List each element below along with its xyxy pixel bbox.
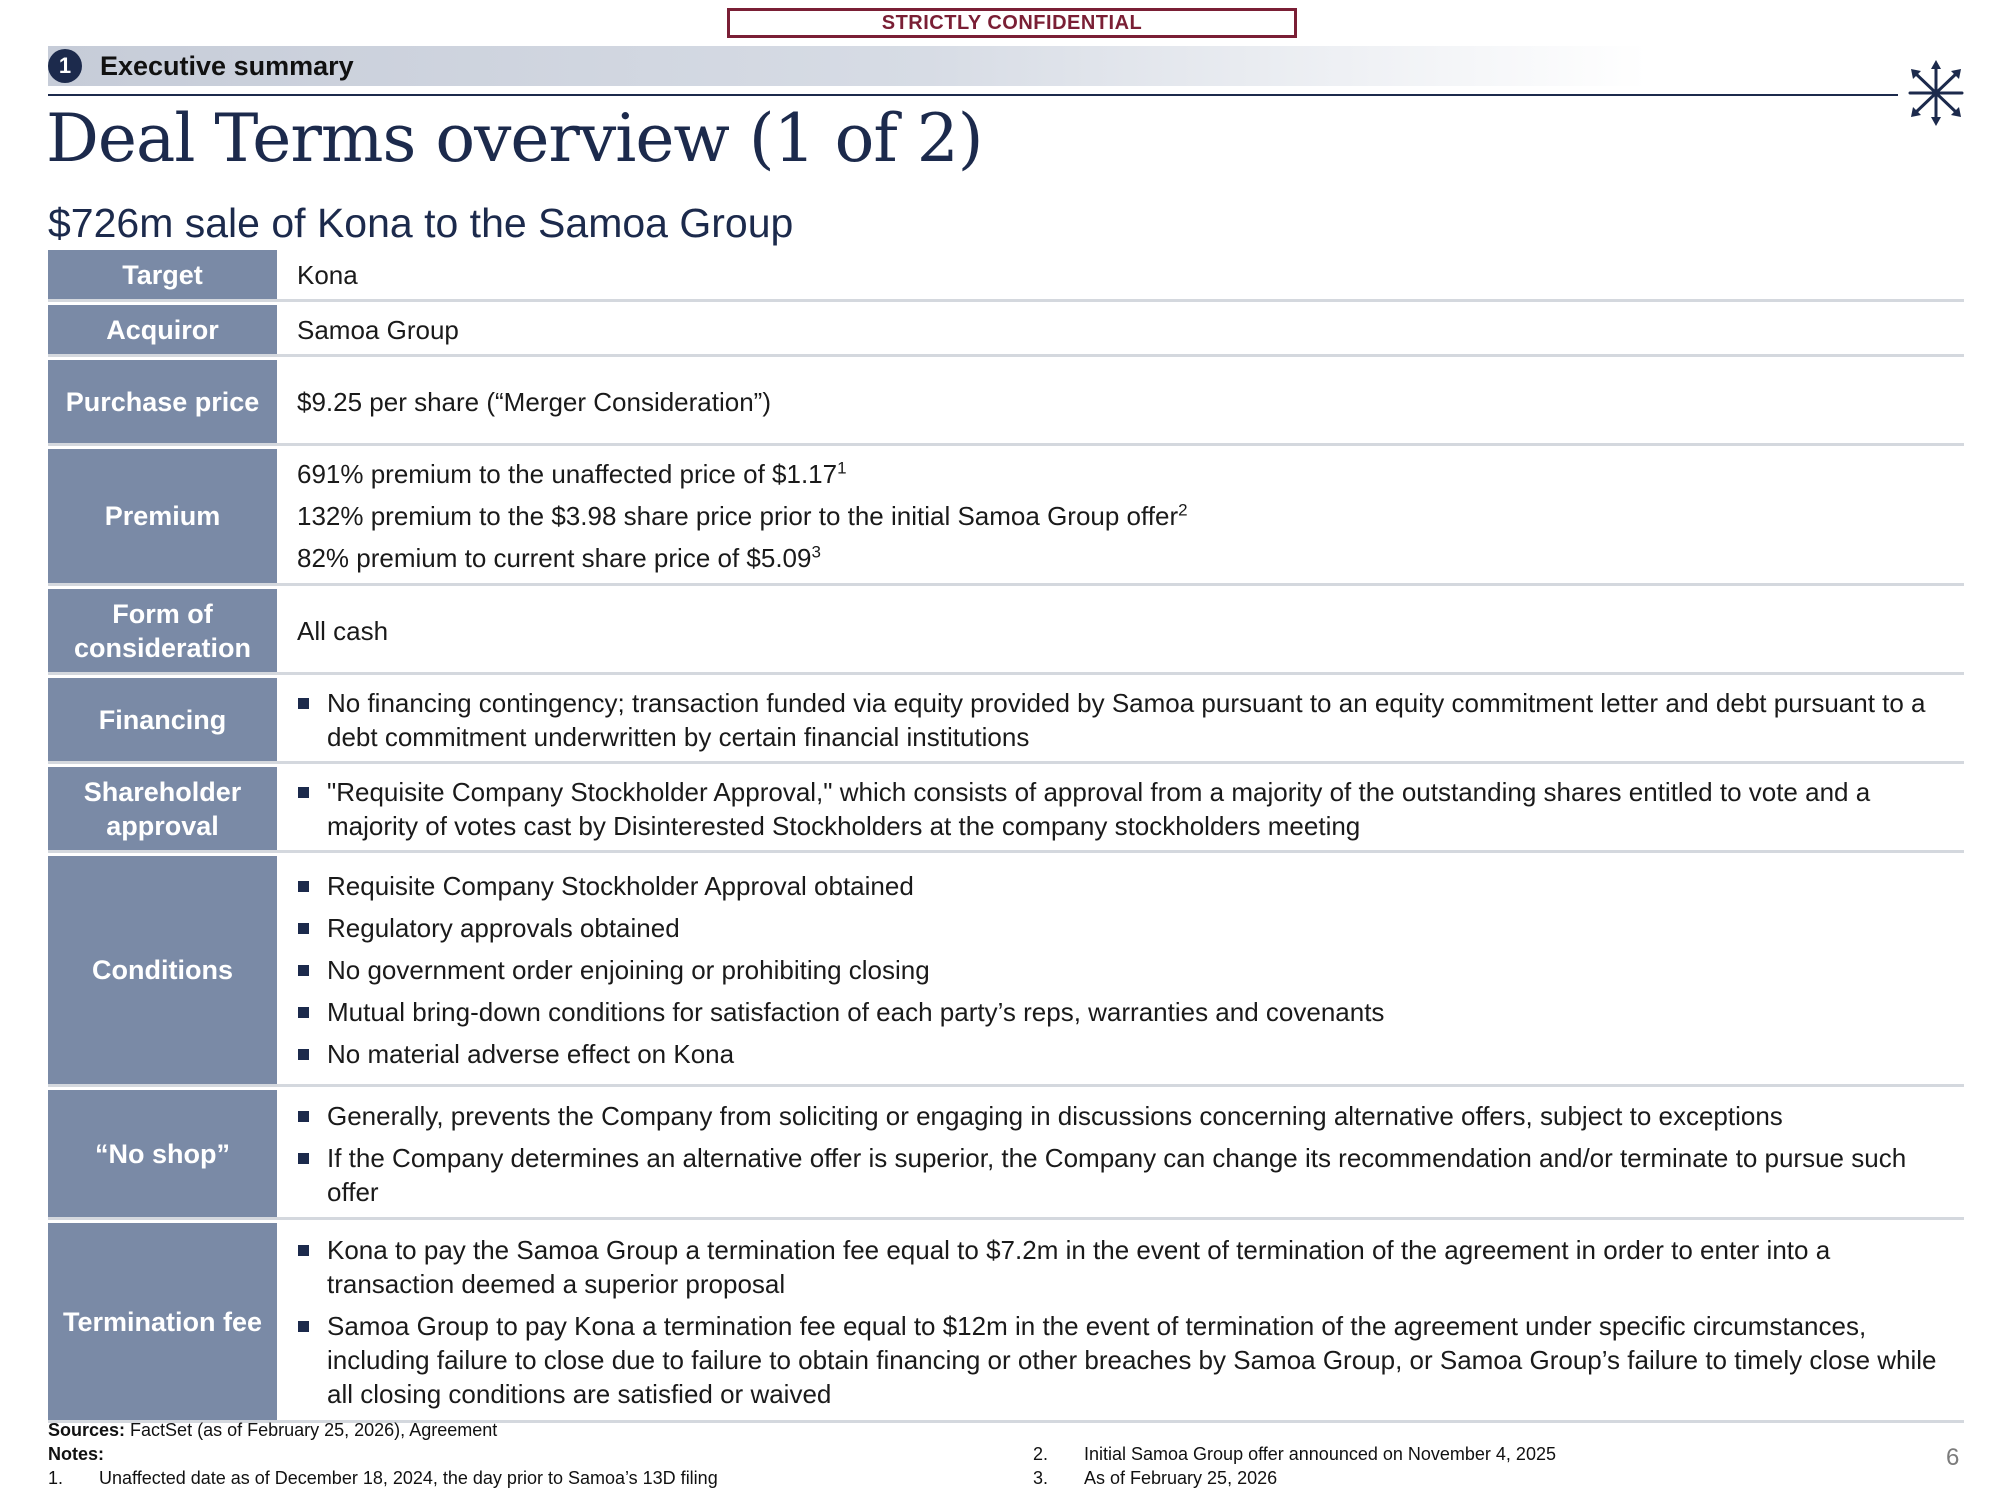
term-label: Conditions <box>48 856 277 1084</box>
bullet-square-icon <box>298 1007 309 1018</box>
bullet-item: No financing contingency; transaction funded via equity provided by Samoa pursuant to an equity commitment letter and debt pursuant to a debt commitment underwritten by certain financial institutions <box>297 686 1952 754</box>
term-row-premium <box>48 449 1964 586</box>
bullet-item: Samoa Group to pay Kona a termination fee equal to $12m in the event of termination of the agreement under specific circumstances, including failure to close due to failure to obtain financing or other breaches by Samoa Group, or Samoa Group’s failure to timely close while all closing conditions are satisfied or waived <box>297 1309 1952 1411</box>
bullet-item: Mutual bring-down conditions for satisfaction of each party’s reps, warranties and covenants <box>297 995 1952 1029</box>
term-row-termination-fee <box>48 1223 1964 1423</box>
term-row-no-shop <box>48 1090 1964 1220</box>
term-row-conditions <box>48 856 1964 1087</box>
header-divider <box>48 94 1898 96</box>
term-row-purchase-price <box>48 360 1964 446</box>
bullet-square-icon <box>298 1111 309 1122</box>
term-value <box>287 1090 1964 1217</box>
term-row-acquiror <box>48 305 1964 357</box>
footnote-2: 2. Initial Samoa Group offer announced on November 4, 2025 <box>1033 1444 1556 1464</box>
bullet-square-icon <box>298 881 309 892</box>
term-value: Samoa Group <box>297 314 459 345</box>
term-row-form-of-consideration <box>48 589 1964 675</box>
bullet-item: If the Company determines an alternative offer is superior, the Company can change its recommendation and/or terminate to pursue such offer <box>297 1141 1952 1209</box>
bullet-square-icon <box>298 1049 309 1060</box>
bullet-square-icon <box>298 965 309 976</box>
term-label: Acquiror <box>48 305 277 354</box>
premium-line: 82% premium to current share price of $5.09$^3$ <box>297 542 821 573</box>
term-value <box>287 856 1964 1084</box>
term-label: Form of consideration <box>48 589 277 672</box>
term-value: All cash <box>297 615 389 646</box>
bullet-square-icon <box>298 1153 309 1164</box>
term-value <box>287 767 1964 850</box>
term-row-financing <box>48 678 1964 764</box>
term-value: $9.25 per share (“Merger Consideration”) <box>297 386 771 417</box>
notes-label: Notes: <box>48 1444 105 1464</box>
term-row-target <box>48 250 1964 302</box>
term-label: Purchase price <box>48 360 277 443</box>
bullet-item: Regulatory approvals obtained <box>297 911 1952 945</box>
term-row-shareholder-approval <box>48 767 1964 853</box>
section-title: Executive summary <box>100 50 354 81</box>
footnote-3: 3. As of February 25, 2026 <box>1033 1468 1278 1488</box>
term-label: Target <box>48 250 277 299</box>
bullet-square-icon <box>298 787 309 798</box>
confidentiality-banner: STRICTLY CONFIDENTIAL <box>727 8 1297 38</box>
term-label: Shareholder approval <box>48 767 277 850</box>
term-value <box>287 1223 1964 1420</box>
bullet-item: Generally, prevents the Company from soliciting or engaging in discussions concerning alternative offers, subject to exceptions <box>297 1099 1952 1133</box>
section-header <box>48 46 1648 86</box>
sources-line: Sources: FactSet (as of February 25, 2026), Agreement <box>48 1420 498 1440</box>
premium-line: 132% premium to the $3.98 share price prior to the initial Samoa Group offer$^2$ <box>297 500 1188 531</box>
bullet-square-icon <box>298 1245 309 1256</box>
section-number-badge: 1 <box>48 49 82 83</box>
term-label: Financing <box>48 678 277 761</box>
term-label: “No shop” <box>48 1090 277 1217</box>
bullet-item: "Requisite Company Stockholder Approval," which consists of approval from a majority of the outstanding shares entitled to vote and a majority of votes cast by Disinterested Stockholders at the company stockholders meeting <box>297 775 1952 843</box>
footnote-ref: 1 <box>837 458 847 478</box>
bullet-item: No material adverse effect on Kona <box>297 1037 1952 1071</box>
footnote-1: 1. Unaffected date as of December 18, 2024, the day prior to Samoa’s 13D filing <box>48 1468 718 1488</box>
premium-line: 691% premium to the unaffected price of $1.17$^1$ <box>297 458 847 489</box>
page-number: 6 <box>1946 1444 1960 1471</box>
footnotes <box>48 1418 1948 1488</box>
page-title: Deal Terms overview (1 of 2) <box>46 100 983 177</box>
bullet-item: Kona to pay the Samoa Group a termination fee equal to $7.2m in the event of termination of the agreement in order to enter into a transaction deemed a superior proposal <box>297 1233 1952 1301</box>
bullet-square-icon <box>298 1321 309 1332</box>
footnote-ref: 3 <box>811 542 821 562</box>
bullet-item: No government order enjoining or prohibiting closing <box>297 953 1952 987</box>
page-subtitle: $726m sale of Kona to the Samoa Group <box>48 200 794 246</box>
term-label: Termination fee <box>48 1223 277 1420</box>
deal-terms-table <box>48 250 1964 1426</box>
bullet-square-icon <box>298 698 309 709</box>
term-value <box>287 678 1964 761</box>
term-label: Premium <box>48 449 277 583</box>
term-value: Kona <box>297 259 358 290</box>
term-value <box>287 449 1964 583</box>
bullet-item: Requisite Company Stockholder Approval obtained <box>297 869 1952 903</box>
company-logo-icon <box>1906 58 1966 128</box>
bullet-square-icon <box>298 923 309 934</box>
footnote-ref: 2 <box>1178 500 1188 520</box>
